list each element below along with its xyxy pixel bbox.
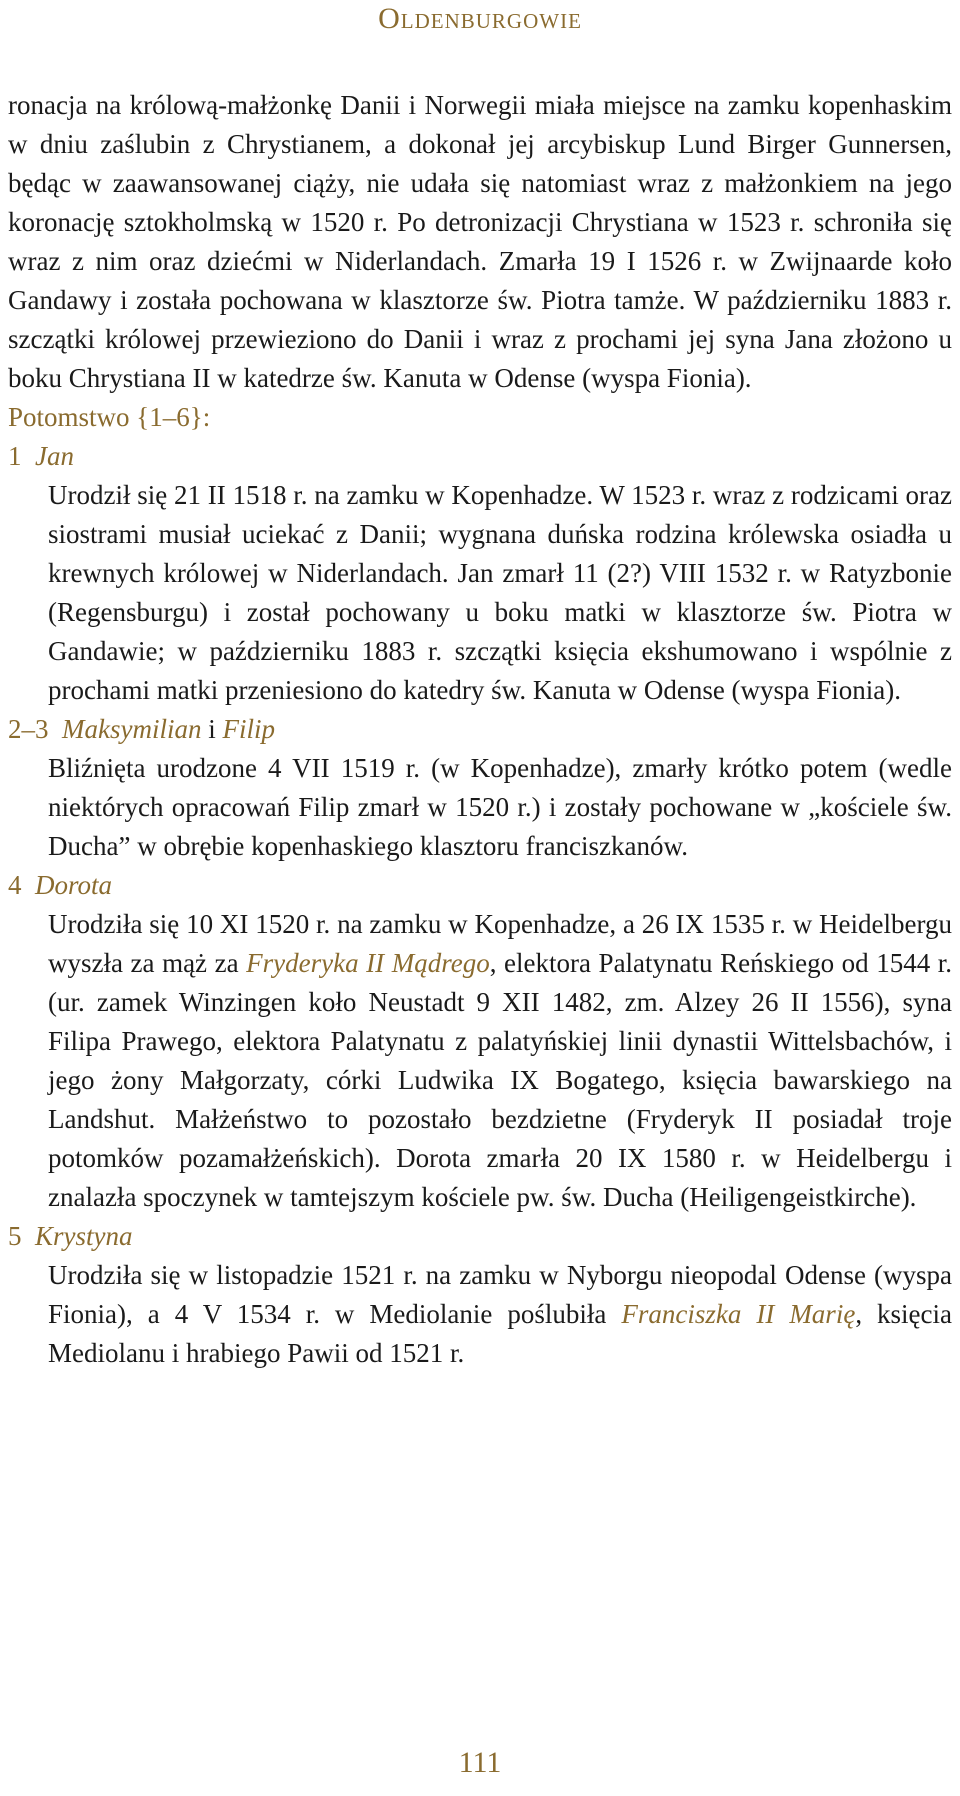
child-text-part-b: , elektora Palatynatu Reńskiego od 1544 r. (ur. zamek Winzingen koło Neustadt 9 XII 1482, zm. Alzey 26 II 1556), syna Filipa Prawego, elektora Palatynatu z palatyńskiej linii dynastii Wittelsbachów, i jego żony Małgorzaty, córki Ludwika IX Bogatego, księcia bawarskiego na Landshut. Małżeństwo to pozostało bezdzietne (Fryderyk II posiadał troje potomków pozamałżeńskich). Dorota zmarła 20 IX 1580 r. w Heidelbergu i znalazła spoczynek w tamtejszym kościele pw. św. Ducha (Heiligengeistkirche). — [48, 948, 953, 1212]
child-number: 4 — [8, 870, 22, 900]
child-heading — [8, 866, 952, 905]
child-text-part-a: Urodziła się 10 XI 1520 r. na zamku w Kopenhadze, a 26 IX 1535 r. w Heidelbergu wyszła za mąż za — [48, 909, 952, 978]
child-heading — [8, 1217, 952, 1256]
child-entry-1 — [8, 437, 952, 710]
child-heading — [8, 437, 952, 476]
child-entry-5 — [8, 1217, 952, 1373]
child-name: Jan — [35, 441, 74, 471]
child-number: 2–3 — [8, 714, 49, 744]
child-entry-4 — [8, 866, 952, 1217]
child-description: Bliźnięta urodzone 4 VII 1519 r. (w Kopenhadze), zmarły krótko potem (wedle niektórych opracowań Filip zmarł w 1520 r.) i zostały pochowane w „kościele św. Ducha” w obrębie kopenhaskiego klasztoru franciszkanów. — [48, 753, 952, 861]
child-description — [48, 1256, 952, 1373]
intro-paragraph: ronacja na królową-małżonkę Danii i Norwegii miała miejsce na zamku kopenhaskim w dniu zaślubin z Chrystianem, a dokonał jej arcybiskup Lund Birger Gunnersen, będąc w zaawansowanej ciąży, nie udała się natomiast wraz z małżonkiem na jego koronację sztokholmską w 1520 r. Po detronizacji Chrystiana w 1523 r. schroniła się wraz z nim oraz dziećmi w Niderlandach. Zmarła 19 I 1526 r. w Zwijnaarde koło Gandawy i została pochowana w klasztorze św. Piotra tamże. W październiku 1883 r. szczątki królowej przewieziono do Danii i wraz z prochami jej syna Jana złożono u boku Chrystiana II w katedrze św. Kanuta w Odense (wyspa Fionia). — [8, 90, 952, 393]
page-content — [8, 86, 952, 1373]
running-header — [0, 0, 960, 38]
child-name[interactable]: Krystyna — [35, 1221, 133, 1251]
child-name[interactable]: Maksymilian — [62, 714, 202, 744]
child-name-2[interactable]: Filip — [222, 714, 275, 744]
child-number: 5 — [8, 1221, 22, 1251]
spouse-link[interactable]: Franciszka II Marię — [621, 1299, 856, 1329]
child-description — [48, 905, 952, 1217]
child-name[interactable]: Dorota — [35, 870, 113, 900]
header-title: Oldenburgowie — [378, 2, 582, 35]
section-heading: Potomstwo {1–6}: — [8, 402, 211, 432]
spouse-link[interactable]: Fryderyka II Mądrego — [246, 948, 490, 978]
child-text-part-b: , księcia Mediolanu i hrabiego Pawii od 1521 r. — [48, 1299, 953, 1368]
child-entry-2-3 — [8, 710, 952, 866]
child-text-part-a: Urodziła się w listopadzie 1521 r. na zamku w Nyborgu nieopodal Odense (wyspa Fionia), a 4 V 1534 r. w Mediolanie poślubiła — [48, 1260, 952, 1329]
child-number: 1 — [8, 441, 22, 471]
child-description: Urodził się 21 II 1518 r. na zamku w Kopenhadze. W 1523 r. wraz z rodzicami oraz siostrami musiał uciekać z Danii; wygnana duńska rodzina królewska osiadła u krewnych królowej w Niderlandach. Jan zmarł 11 (2?) VIII 1532 r. w Ratyzbonie (Regensburgu) i został pochowany u boku matki w klasztorze św. Piotra w Gandawie; w październiku 1883 r. szczątki księcia ekshumowano i wspólnie z prochami matki przeniesiono do katedry św. Kanuta w Odense (wyspa Fionia). — [48, 480, 952, 705]
child-conjunction: i — [208, 714, 216, 744]
page-number: 111 — [458, 1746, 502, 1779]
child-heading — [8, 710, 952, 749]
